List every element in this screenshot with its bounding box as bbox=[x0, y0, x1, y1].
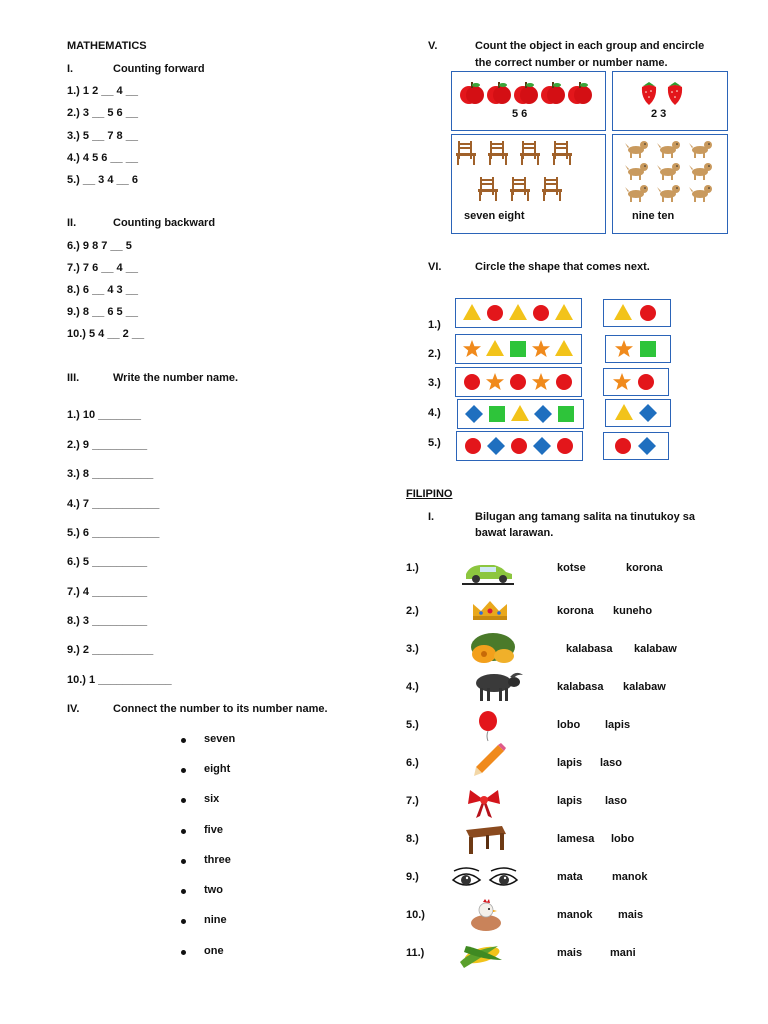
bullet-icon bbox=[181, 768, 186, 773]
item-number: 4.) bbox=[406, 681, 419, 693]
exercise-item: 9.) 2 __________ bbox=[67, 644, 154, 656]
shape-sequence bbox=[462, 303, 576, 323]
section-6-title: Circle the shape that comes next. bbox=[475, 261, 650, 273]
number-name-item: two bbox=[204, 884, 223, 896]
eyes-icon bbox=[450, 866, 520, 894]
shape-sequence bbox=[464, 404, 578, 424]
exercise-item: 3.) 8 __________ bbox=[67, 468, 154, 480]
filipino-section-number: I. bbox=[428, 511, 435, 523]
apple-icons bbox=[460, 80, 596, 106]
section-4-number: IV. bbox=[67, 703, 80, 715]
word-choice-a[interactable]: kotse bbox=[557, 562, 586, 574]
table-icon bbox=[462, 822, 508, 856]
word-choice-b[interactable]: mani bbox=[610, 947, 636, 959]
pattern-label: 1.) bbox=[428, 319, 441, 331]
word-choice-a[interactable]: lapis bbox=[557, 757, 583, 769]
section-2-title: Counting backward bbox=[113, 217, 216, 229]
bullet-icon bbox=[181, 798, 186, 803]
answer-choice-box[interactable] bbox=[603, 368, 669, 396]
item-number: 3.) bbox=[406, 643, 419, 655]
exercise-item: 8.) 6 __ 4 3 __ bbox=[67, 284, 138, 296]
number-name-item: nine bbox=[204, 914, 227, 926]
number-name-item: eight bbox=[204, 763, 231, 775]
word-choice-a[interactable]: kalabasa bbox=[557, 681, 604, 693]
exercise-item: 1.) 10 _______ bbox=[67, 409, 142, 421]
carabao-icon bbox=[468, 668, 524, 704]
section-4-title: Connect the number to its number name. bbox=[113, 703, 328, 715]
number-name-item: five bbox=[204, 824, 223, 836]
answer-choice-box[interactable] bbox=[603, 299, 671, 327]
word-choice-a[interactable]: lapis bbox=[557, 795, 583, 807]
exercise-item: 8.) 3 _________ bbox=[67, 615, 148, 627]
item-number: 9.) bbox=[406, 871, 419, 883]
exercise-item: 10.) 1 ____________ bbox=[67, 674, 172, 686]
section-2-number: II. bbox=[67, 217, 77, 229]
corn-icon bbox=[458, 938, 506, 972]
item-number: 11.) bbox=[406, 947, 425, 959]
balloon-icon bbox=[476, 710, 500, 742]
word-choice-b[interactable]: kalabaw bbox=[623, 681, 666, 693]
section-1-number: I. bbox=[67, 63, 74, 75]
strawberries-choices: 2 3 bbox=[651, 108, 667, 120]
bullet-icon bbox=[181, 738, 186, 743]
word-choice-a[interactable]: manok bbox=[557, 909, 593, 921]
pattern-label: 5.) bbox=[428, 437, 441, 449]
item-number: 5.) bbox=[406, 719, 419, 731]
item-number: 1.) bbox=[406, 562, 419, 574]
ribbon-icon bbox=[466, 788, 502, 820]
shape-sequence bbox=[462, 372, 576, 392]
word-choice-a[interactable]: kalabasa bbox=[566, 643, 613, 655]
section-5-title-line2: the correct number or number name. bbox=[475, 57, 668, 69]
filipino-title-line1: Bilugan ang tamang salita na tinutukoy sa bbox=[475, 511, 696, 523]
number-name-item: seven bbox=[204, 733, 236, 745]
answer-choice-box[interactable] bbox=[605, 335, 671, 363]
pattern-label: 2.) bbox=[428, 348, 441, 360]
pencil-icon bbox=[468, 742, 508, 780]
item-number: 2.) bbox=[406, 605, 419, 617]
filipino-title-line2: bawat larawan. bbox=[475, 527, 554, 539]
pattern-label: 3.) bbox=[428, 377, 441, 389]
word-choice-b[interactable]: manok bbox=[612, 871, 648, 883]
crown-icon bbox=[470, 598, 510, 622]
pattern-sequence bbox=[456, 431, 583, 461]
exercise-item: 10.) 5 4 __ 2 __ bbox=[67, 328, 145, 340]
word-choice-b[interactable]: laso bbox=[600, 757, 623, 769]
section-6-number: VI. bbox=[428, 261, 442, 273]
answer-shapes bbox=[613, 436, 661, 456]
word-choice-b[interactable]: mais bbox=[618, 909, 644, 921]
chair-icons bbox=[456, 141, 600, 203]
answer-shapes bbox=[613, 303, 661, 323]
item-number: 8.) bbox=[406, 833, 419, 845]
item-number: 10.) bbox=[406, 909, 425, 921]
answer-shapes bbox=[614, 403, 662, 423]
shape-sequence bbox=[463, 436, 577, 456]
dogs-choices: nine ten bbox=[632, 210, 675, 222]
word-choice-a[interactable]: korona bbox=[557, 605, 594, 617]
section-5-title-line1: Count the object in each group and encircle bbox=[475, 40, 705, 52]
section-1-title: Counting forward bbox=[113, 63, 205, 75]
exercise-item: 1.) 1 2 __ 4 __ bbox=[67, 85, 138, 97]
pattern-sequence bbox=[457, 399, 584, 429]
exercise-item: 2.) 3 __ 5 6 __ bbox=[67, 107, 138, 119]
filipino-title: FILIPINO bbox=[406, 488, 453, 500]
exercise-item: 9.) 8 __ 6 5 __ bbox=[67, 306, 138, 318]
word-choice-a[interactable]: mata bbox=[557, 871, 583, 883]
number-name-item: one bbox=[204, 945, 224, 957]
apples-choices: 5 6 bbox=[512, 108, 528, 120]
word-choice-b[interactable]: laso bbox=[605, 795, 628, 807]
chicken-icon bbox=[466, 896, 506, 934]
section-3-number: III. bbox=[67, 372, 80, 384]
exercise-item: 7.) 7 6 __ 4 __ bbox=[67, 262, 138, 274]
bullet-icon bbox=[181, 919, 186, 924]
exercise-item: 2.) 9 _________ bbox=[67, 439, 148, 451]
number-name-item: six bbox=[204, 793, 220, 805]
answer-shapes bbox=[612, 372, 660, 392]
bullet-icon bbox=[181, 889, 186, 894]
exercise-item: 6.) 5 _________ bbox=[67, 556, 148, 568]
word-choice-b[interactable]: kuneho bbox=[613, 605, 653, 617]
section-3-title: Write the number name. bbox=[113, 372, 239, 384]
item-number: 7.) bbox=[406, 795, 419, 807]
exercise-item: 5.) __ 3 4 __ 6 bbox=[67, 174, 138, 186]
pattern-sequence bbox=[455, 367, 582, 397]
pattern-label: 4.) bbox=[428, 407, 441, 419]
word-choice-a[interactable]: lobo bbox=[557, 719, 581, 731]
shape-sequence bbox=[462, 339, 576, 359]
word-choice-b[interactable]: lobo bbox=[611, 833, 635, 845]
item-number: 6.) bbox=[406, 757, 419, 769]
exercise-item: 4.) 7 ___________ bbox=[67, 498, 160, 510]
car-icon bbox=[460, 558, 516, 586]
math-title: MATHEMATICS bbox=[67, 40, 147, 52]
exercise-item: 3.) 5 __ 7 8 __ bbox=[67, 130, 138, 142]
word-choice-b[interactable]: kalabaw bbox=[634, 643, 677, 655]
number-name-item: three bbox=[204, 854, 231, 866]
answer-shapes bbox=[614, 339, 662, 359]
bullet-icon bbox=[181, 950, 186, 955]
word-choice-b[interactable]: korona bbox=[626, 562, 663, 574]
exercise-item: 4.) 4 5 6 __ __ bbox=[67, 152, 138, 164]
word-choice-a[interactable]: mais bbox=[557, 947, 583, 959]
exercise-item: 5.) 6 ___________ bbox=[67, 527, 160, 539]
word-choice-b[interactable]: lapis bbox=[605, 719, 631, 731]
pattern-sequence bbox=[455, 298, 582, 328]
squash-icon bbox=[468, 630, 518, 666]
dog-icons bbox=[625, 139, 717, 205]
section-5-number: V. bbox=[428, 40, 438, 52]
pattern-sequence bbox=[455, 334, 582, 364]
chairs-choices: seven eight bbox=[464, 210, 525, 222]
word-choice-a[interactable]: lamesa bbox=[557, 833, 595, 845]
strawberry-icons bbox=[639, 80, 691, 106]
answer-choice-box[interactable] bbox=[605, 399, 671, 427]
bullet-icon bbox=[181, 829, 186, 834]
bullet-icon bbox=[181, 859, 186, 864]
exercise-item: 6.) 9 8 7 __ 5 bbox=[67, 240, 132, 252]
exercise-item: 7.) 4 _________ bbox=[67, 586, 148, 598]
strawberries-group-box bbox=[612, 71, 728, 131]
apples-group-box bbox=[451, 71, 606, 131]
answer-choice-box[interactable] bbox=[603, 432, 669, 460]
